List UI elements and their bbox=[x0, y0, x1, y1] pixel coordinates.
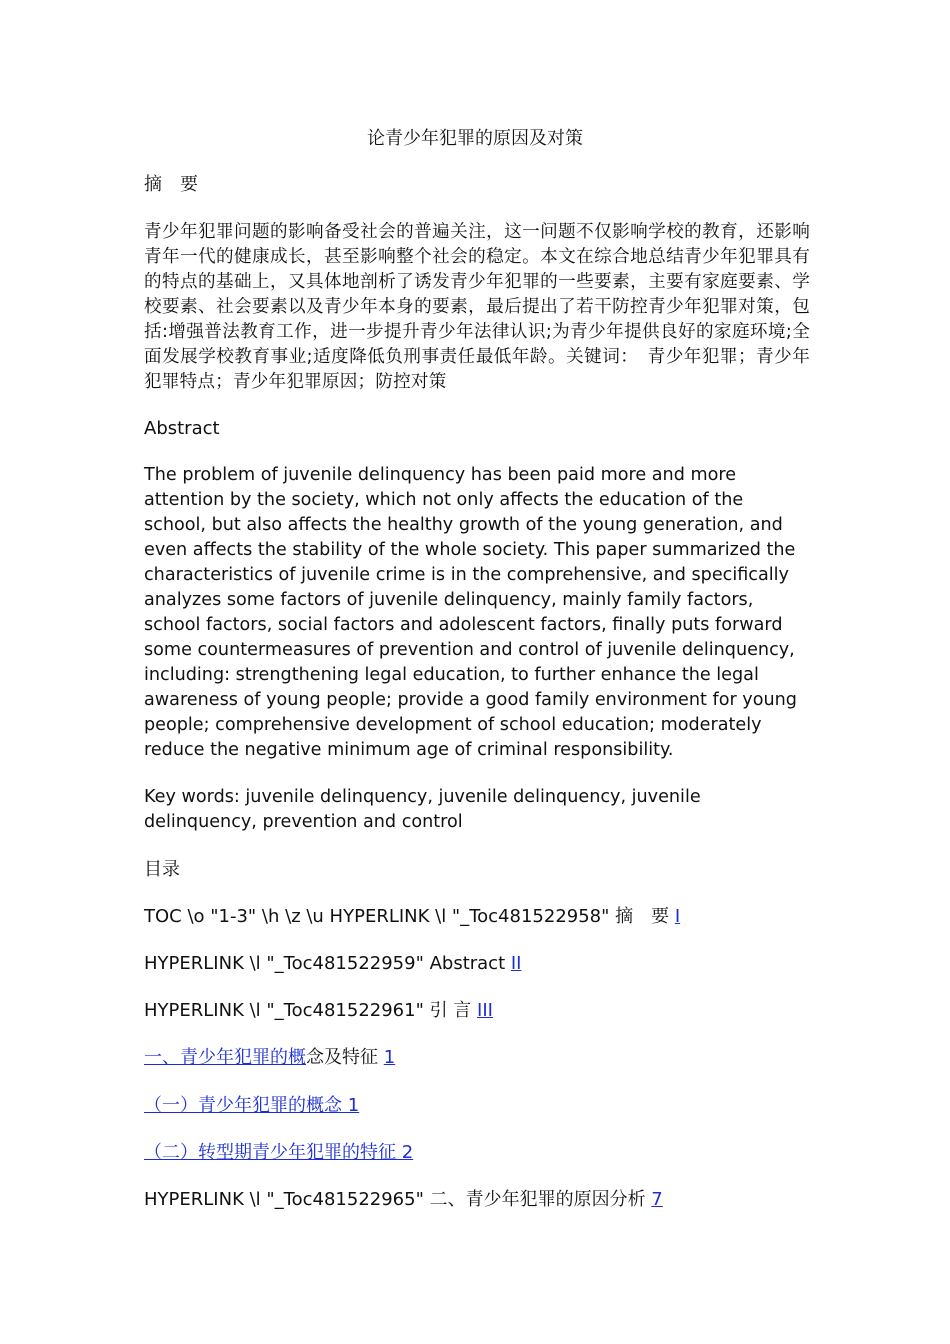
toc-entry-text: HYPERLINK \l "_Toc481522961" 引 言 bbox=[144, 1000, 478, 1021]
toc-entry-text: HYPERLINK \l "_Toc481522959" Abstract bbox=[144, 953, 511, 974]
abstract-en-heading: Abstract bbox=[144, 418, 220, 439]
toc-entry bbox=[144, 951, 521, 976]
toc-heading: 目录 bbox=[144, 859, 180, 880]
keywords-line: Key words: juvenile delinquency, juvenile delinquency, juvenile delinquency, prevention and control bbox=[144, 787, 701, 832]
toc-page-link[interactable]: III bbox=[477, 1000, 493, 1021]
toc-entry bbox=[144, 1045, 395, 1070]
toc-page-link[interactable]: I bbox=[674, 906, 681, 927]
toc-page-link[interactable]: II bbox=[510, 953, 522, 974]
abstract-cn-heading: 摘 要 bbox=[144, 174, 198, 195]
document-title: 论青少年犯罪的原因及对策 bbox=[367, 128, 583, 149]
toc-entry-link[interactable]: 一、青少年犯罪的概 bbox=[144, 1047, 306, 1068]
toc-entry bbox=[144, 1140, 413, 1165]
abstract-cn-body: 青少年犯罪问题的影响备受社会的普遍关注，这一问题不仅影响学校的教育，还影响青年一代的健康成长，甚至影响整个社会的稳定。本文在综合地总结青少年犯罪具有的特点的基础上，又具体地剖析了诱发青少年犯罪的一些要素，主要有家庭要素、学校要素、社会要素以及青少年本身的要素，最后提出了若干防控青少年犯罪对策，包括:增强普法教育工作，进一步提升青少年法律认识;为青少年提供良好的家庭环境;全面发展学校教育事业;适度降低负刑事责任最低年龄。关键词： 青少年犯罪；青少年犯罪特点；青少年犯罪原因；防控对策 bbox=[144, 222, 810, 392]
toc-entry-text: HYPERLINK \l "_Toc481522965" 二、青少年犯罪的原因分析 bbox=[144, 1189, 652, 1210]
toc-page-link[interactable]: 7 bbox=[651, 1189, 663, 1210]
toc-entry-link[interactable]: （一）青少年犯罪的概念 1 bbox=[144, 1095, 360, 1116]
toc-entry-text: TOC \o "1-3" \h \z \u HYPERLINK \l "_Toc481522958" 摘 要 bbox=[144, 906, 675, 927]
toc-entry-text: 念及特征 bbox=[306, 1047, 384, 1068]
toc-entry-link[interactable]: （二）转型期青少年犯罪的特征 2 bbox=[144, 1142, 414, 1163]
abstract-en-body: The problem of juvenile delinquency has been paid more and more attention by the society, which not only affects the education of the school, but also affects the healthy growth of the young generation, and even affects the stability of the whole society. This paper summarized the characteristics of juvenile crime is in the comprehensive, and specifically analyzes some factors of juvenile delinquency, mainly family factors, school factors, social factors and adolescent factors, finally puts forward some countermeasures of prevention and control of juvenile delinquency, including: strengthening legal education, to further enhance the legal awareness of young people; provide a good family environment for young people; comprehensive development of school education; moderately reduce the negative minimum age of criminal responsibility. bbox=[144, 465, 797, 760]
toc-entry bbox=[144, 998, 493, 1023]
toc-page-link[interactable]: 1 bbox=[383, 1047, 396, 1068]
toc-entry bbox=[144, 1093, 359, 1118]
toc-entry bbox=[144, 1187, 663, 1212]
toc-entry bbox=[144, 904, 680, 929]
